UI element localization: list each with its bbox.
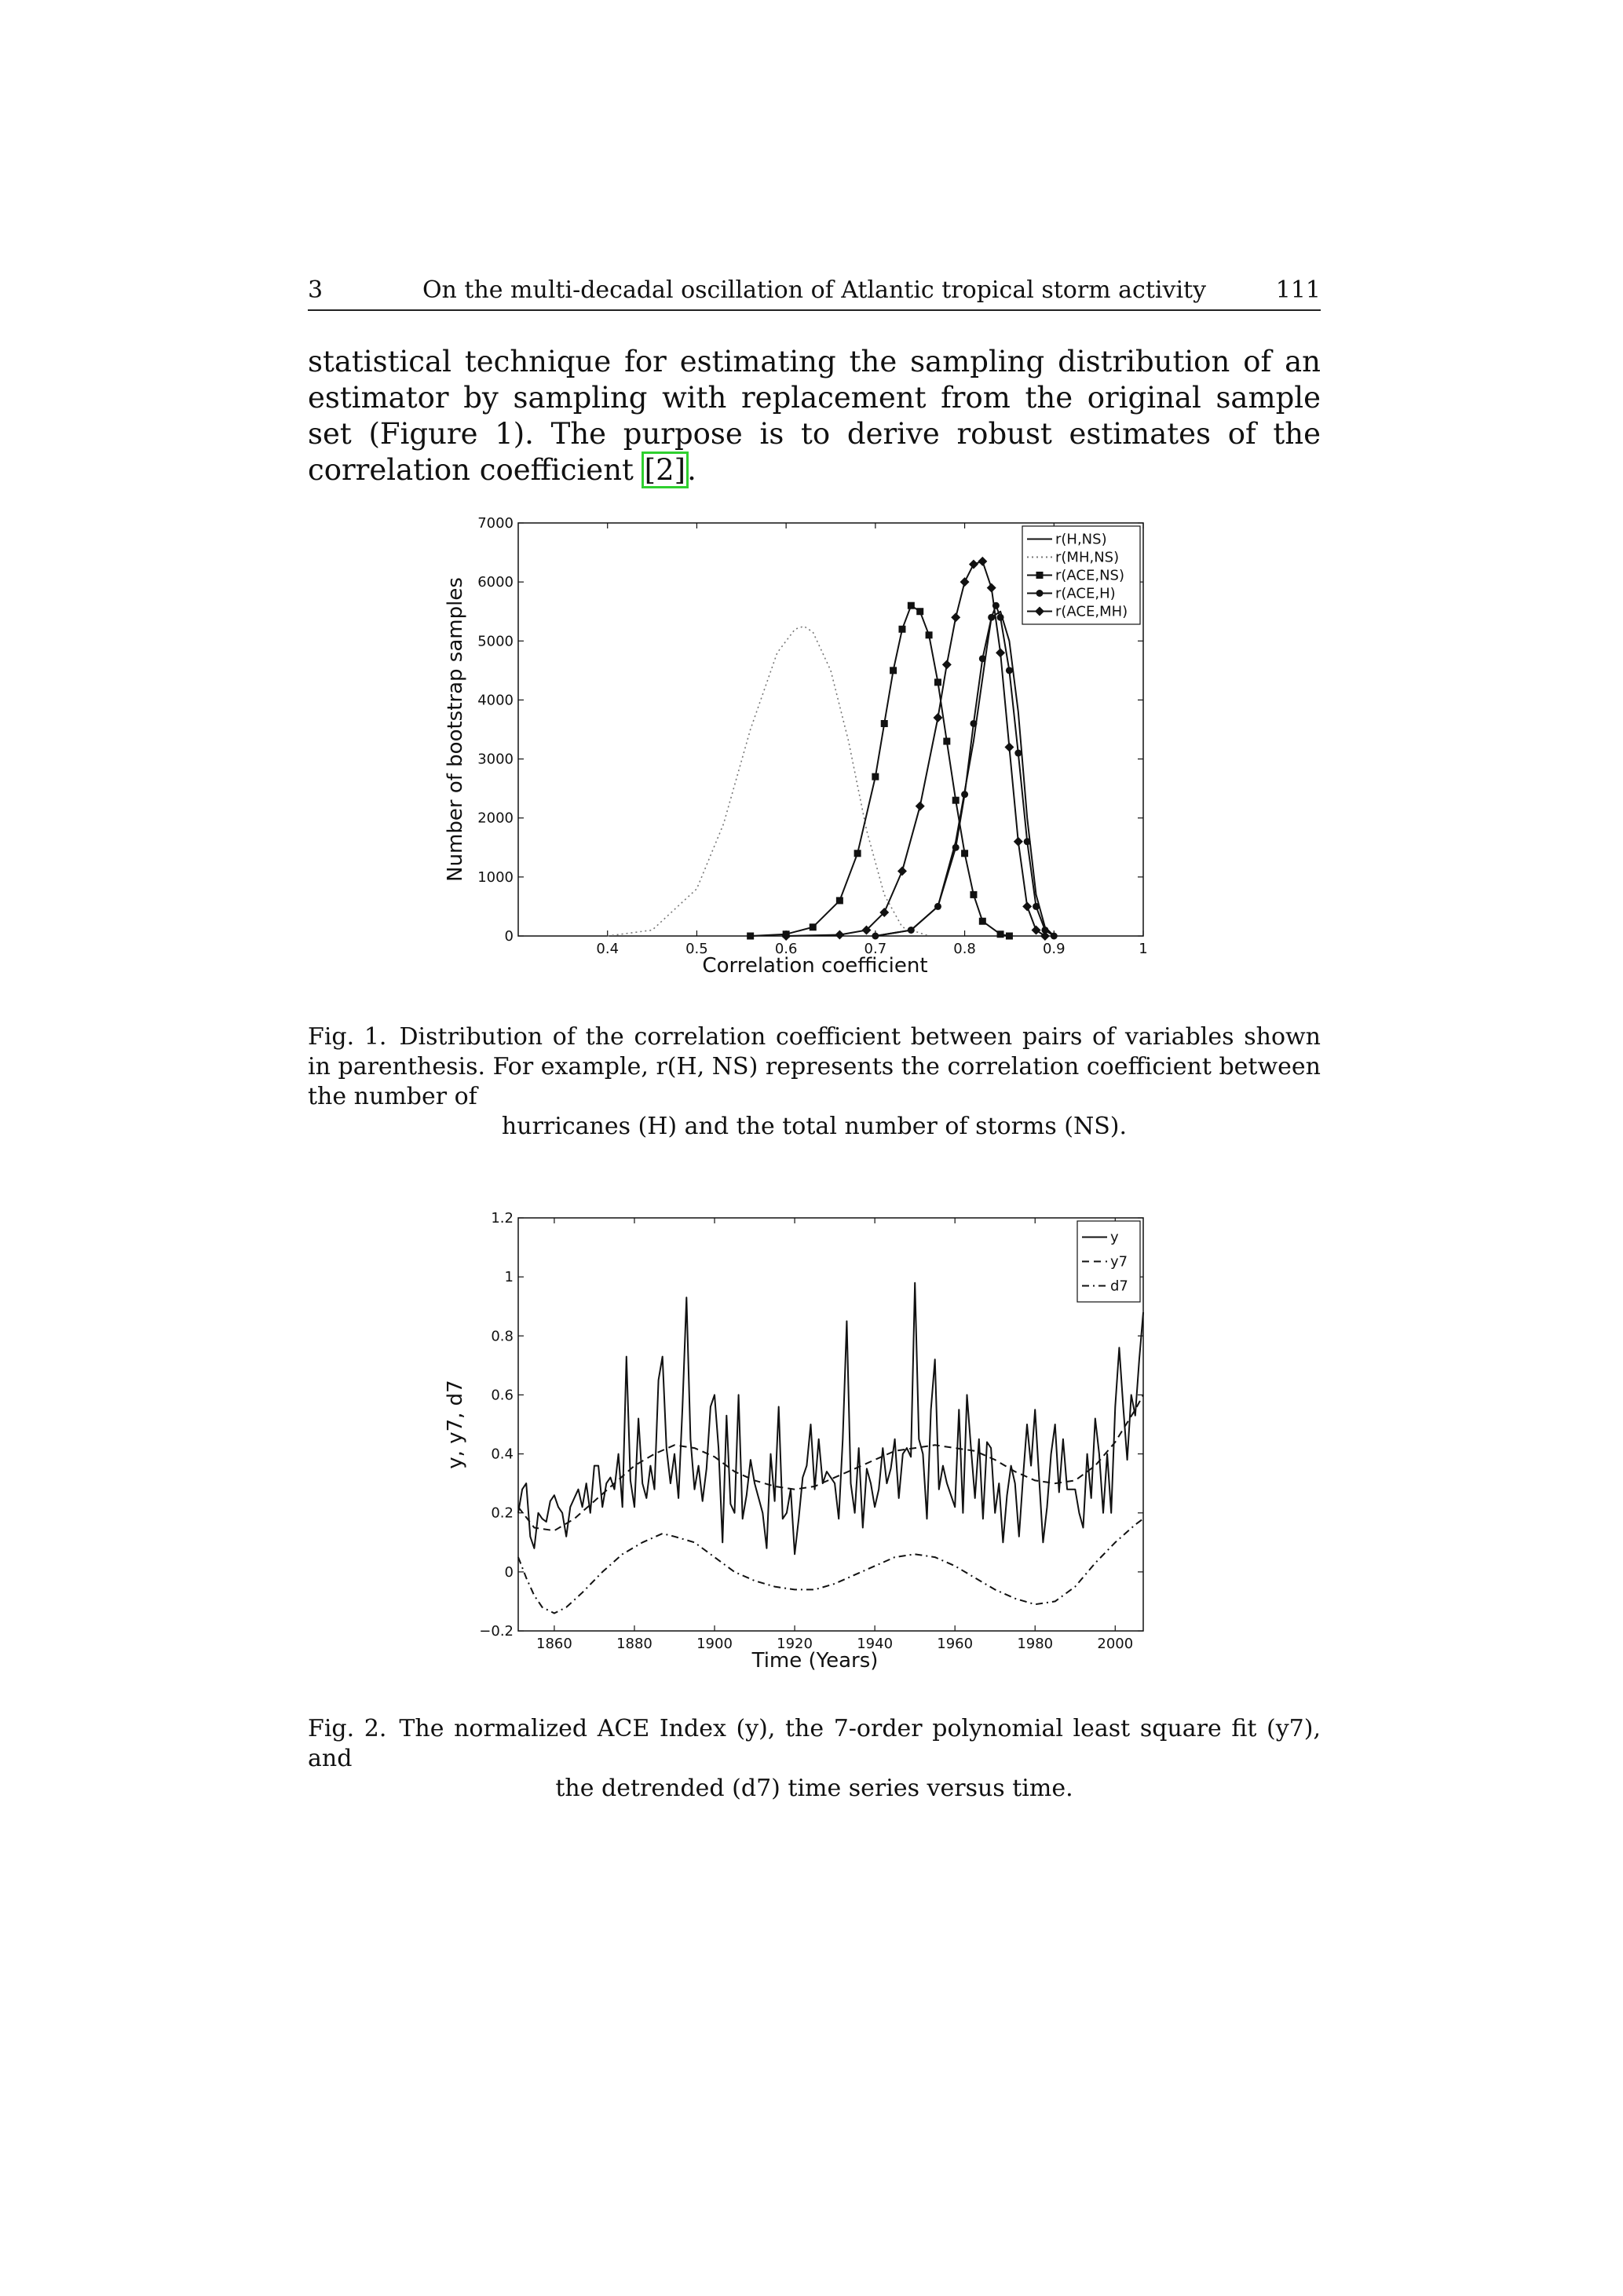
series-r(ACE,MH)-point-9 — [960, 577, 970, 587]
series-r(ACE,MH)-point-16 — [1022, 901, 1032, 911]
figure-2 — [440, 1205, 1162, 1676]
series-r(ACE,NS)-point-8 — [898, 626, 905, 633]
series-line-y7 — [518, 1395, 1143, 1530]
legend — [1077, 1221, 1140, 1302]
series-r(ACE,MH)-point-5 — [916, 802, 925, 811]
y-tick-label: 0 — [504, 1563, 514, 1581]
series-r(ACE,MH)-point-6 — [933, 713, 942, 722]
x-tick-label: 1940 — [857, 1636, 894, 1652]
series-r(ACE,H)-point-12 — [1024, 838, 1031, 845]
series-r(ACE,MH)-point-10 — [969, 560, 978, 569]
x-axis-label: Time (Years) — [751, 1649, 879, 1673]
legend-label: y7 — [1110, 1253, 1128, 1270]
x-tick-label: 0.8 — [953, 941, 976, 957]
x-tick-label: 1980 — [1017, 1636, 1054, 1652]
y-tick-label: 0.2 — [491, 1504, 514, 1522]
legend-label: r(ACE,MH) — [1055, 603, 1128, 620]
legend-label: r(ACE,NS) — [1055, 567, 1124, 584]
series-y — [518, 1283, 1143, 1555]
series-r(ACE,H)-point-11 — [1014, 750, 1022, 757]
running-header — [308, 276, 1321, 311]
legend-label: r(H,NS) — [1055, 531, 1107, 548]
series-r(H,NS) — [875, 612, 1054, 936]
series-r(ACE,MH)-point-12 — [987, 583, 996, 593]
y-tick-label: 0.4 — [491, 1446, 514, 1463]
series-r(ACE,NS)-point-15 — [961, 850, 968, 857]
series-r(ACE,NS)-point-19 — [1006, 933, 1013, 940]
series-r(ACE,H)-point-2 — [934, 903, 941, 910]
series-r(ACE,NS)-point-9 — [908, 602, 915, 609]
y-axis-label: y, y7, d7 — [444, 1380, 467, 1469]
figure-2-caption — [308, 1714, 1321, 1804]
y-tick-label: 1000 — [477, 868, 514, 886]
series-line-r(MH,NS) — [608, 627, 929, 937]
legend-marker-r(ACE,NS)-point-0 — [1036, 572, 1044, 579]
x-tick-label: 1900 — [696, 1636, 733, 1652]
series-line-d7 — [518, 1519, 1143, 1613]
series-r(ACE,NS)-point-16 — [970, 891, 977, 898]
y-tick-label: 0 — [504, 928, 514, 945]
series-r(ACE,NS)-point-0 — [747, 933, 754, 940]
y-tick-label: −0.2 — [479, 1623, 514, 1640]
citation-link[interactable]: [2] — [644, 453, 686, 487]
series-r(ACE,H)-point-0 — [872, 933, 879, 940]
chapter-number: 3 — [308, 276, 324, 304]
series-r(ACE,H)-point-10 — [1006, 667, 1013, 674]
figure-2-label: Fig. 2. — [308, 1715, 387, 1742]
y-tick-label: 2000 — [477, 810, 514, 827]
series-line-r(H,NS) — [875, 612, 1054, 936]
x-tick-label: 1 — [1139, 941, 1148, 957]
series-r(ACE,MH)-point-8 — [951, 612, 960, 622]
series-d7 — [518, 1519, 1143, 1613]
series-line-y — [518, 1283, 1143, 1555]
y-tick-label: 4000 — [477, 692, 514, 709]
legend-label: y — [1110, 1229, 1119, 1246]
figure-2-chart — [440, 1205, 1162, 1676]
series-r(ACE,NS)-point-5 — [872, 773, 879, 781]
series-r(ACE,H)-point-15 — [1051, 933, 1058, 940]
legend-label: d7 — [1110, 1278, 1128, 1295]
series-r(ACE,NS)-point-3 — [836, 897, 843, 904]
plot-frame — [518, 1218, 1143, 1631]
series-r(ACE,H)-point-13 — [1033, 903, 1040, 910]
x-tick-label: 0.5 — [685, 941, 708, 957]
y-tick-label: 5000 — [477, 633, 514, 650]
series-r(ACE,H) — [872, 602, 1057, 940]
series-r(ACE,NS)-point-7 — [890, 667, 897, 674]
figure-1-chart — [440, 510, 1162, 982]
y-tick-label: 3000 — [477, 751, 514, 768]
series-r(ACE,NS)-point-18 — [997, 930, 1004, 938]
figure-1-caption — [308, 1022, 1321, 1142]
y-tick-label: 7000 — [477, 515, 514, 532]
x-tick-label: 2000 — [1097, 1636, 1134, 1652]
legend-marker-r(ACE,H)-point-0 — [1036, 590, 1044, 597]
page-number: 111 — [1275, 276, 1321, 304]
series-y7 — [518, 1395, 1143, 1530]
figure-1-caption-line1: Distribution of the correlation coefficient between pairs of variables shown in parenthesis. For example, r(H, NS) represents the correlation coefficient between the number of — [308, 1023, 1321, 1110]
x-tick-label: 0.6 — [774, 941, 798, 957]
series-line-r(ACE,NS) — [751, 605, 1010, 936]
figure-1-caption-line2: hurricanes (H) and the total number of storms (NS). — [501, 1113, 1128, 1140]
y-tick-label: 6000 — [477, 574, 514, 591]
series-r(ACE,NS)-point-13 — [943, 738, 950, 745]
series-r(ACE,NS)-point-6 — [881, 720, 888, 727]
figure-1-label: Fig. 1. — [308, 1023, 387, 1051]
x-tick-label: 1960 — [937, 1636, 974, 1652]
series-r(ACE,H)-point-4 — [961, 791, 968, 798]
x-axis-label: Correlation coefficient — [702, 954, 928, 978]
series-r(ACE,MH)-point-1 — [835, 930, 844, 939]
x-tick-label: 1920 — [777, 1636, 813, 1652]
series-r(ACE,NS)-point-4 — [854, 850, 861, 857]
series-r(ACE,NS)-point-10 — [916, 608, 923, 615]
series-r(ACE,NS) — [747, 602, 1013, 940]
series-r(ACE,H)-point-6 — [979, 655, 986, 662]
series-r(ACE,MH)-point-11 — [978, 557, 987, 566]
x-tick-label: 1880 — [616, 1636, 652, 1652]
series-line-r(ACE,H) — [875, 605, 1054, 936]
series-r(ACE,H)-point-7 — [988, 614, 995, 621]
figure-1 — [440, 510, 1162, 982]
y-tick-label: 0.6 — [491, 1387, 514, 1404]
legend-label: r(ACE,H) — [1055, 585, 1116, 602]
series-r(ACE,MH)-point-7 — [942, 660, 952, 669]
y-axis-label: Number of bootstrap samples — [444, 577, 467, 882]
series-r(ACE,MH)-point-17 — [1032, 925, 1041, 934]
legend — [1022, 526, 1140, 624]
y-tick-label: 1 — [504, 1269, 514, 1286]
series-r(ACE,MH)-point-15 — [1014, 837, 1023, 846]
series-r(ACE,H)-point-9 — [997, 614, 1004, 621]
series-r(ACE,MH)-point-14 — [1004, 743, 1014, 752]
y-tick-label: 1.2 — [491, 1210, 514, 1227]
x-tick-label: 0.7 — [864, 941, 887, 957]
series-r(ACE,NS)-point-11 — [926, 631, 933, 638]
paragraph-text: statistical technique for estimating the sampling distribution of an estimator by sampling with replacement from the original sample set (Figure 1). The purpose is to derive robust estimates of the correlation coefficient — [308, 345, 1321, 487]
x-tick-label: 1860 — [536, 1636, 572, 1652]
body-paragraph — [308, 344, 1321, 488]
running-title: On the multi-decadal oscillation of Atlantic tropical storm activity — [422, 276, 1207, 304]
paragraph-tail: . — [687, 453, 696, 487]
series-r(ACE,NS)-point-12 — [934, 678, 941, 686]
legend-label: r(MH,NS) — [1055, 549, 1120, 566]
figure-2-caption-line1: The normalized ACE Index (y), the 7-order polynomial least square fit (y7), and — [308, 1715, 1321, 1772]
series-r(ACE,NS)-point-17 — [979, 918, 986, 925]
series-r(ACE,H)-point-5 — [970, 720, 977, 727]
series-r(MH,NS) — [608, 627, 929, 937]
series-r(ACE,H)-point-1 — [908, 927, 915, 934]
series-r(ACE,MH)-point-4 — [897, 866, 907, 876]
series-r(ACE,NS)-point-2 — [810, 923, 817, 930]
figure-2-caption-line2: the detrended (d7) time series versus time. — [555, 1775, 1073, 1802]
x-tick-label: 0.4 — [596, 941, 620, 957]
x-tick-label: 0.9 — [1042, 941, 1066, 957]
series-r(ACE,NS)-point-14 — [952, 797, 960, 804]
y-tick-label: 0.8 — [491, 1328, 514, 1345]
series-r(ACE,MH) — [781, 557, 1050, 941]
series-r(ACE,MH)-point-13 — [996, 648, 1005, 657]
series-r(ACE,H)-point-3 — [952, 844, 960, 851]
